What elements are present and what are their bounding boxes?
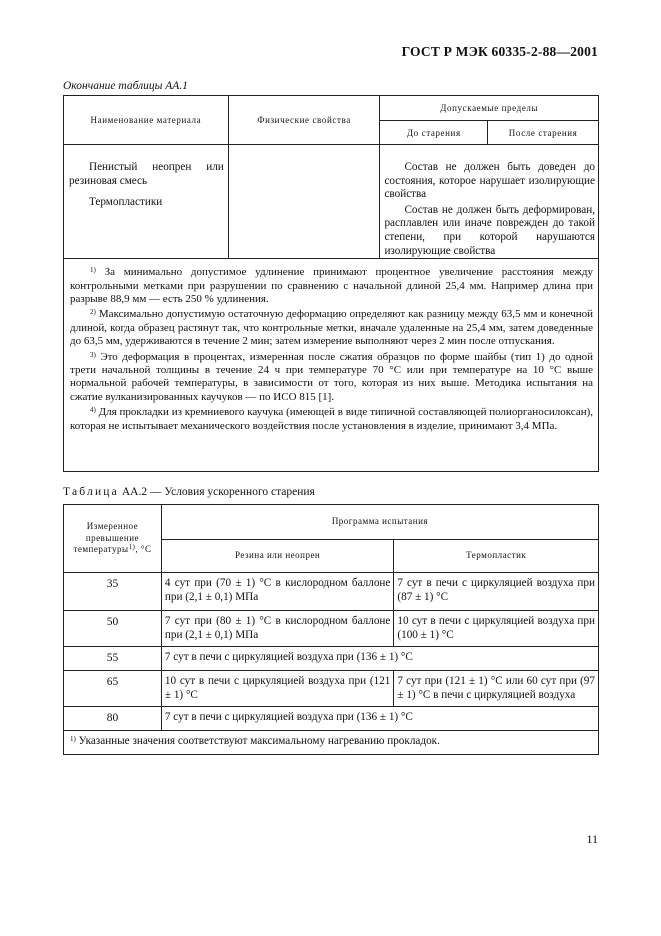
table-footnotes — [64, 259, 599, 472]
material-cell — [64, 145, 229, 259]
col-header-temperature: Измеренное превышение температуры$^{1)}$, °С — [64, 505, 162, 573]
footnote-3: $^{3)}$ Это деформация в процентах, измеренная после сжатия образцов по форме шайбы (тип 1) до одной трети начальной толщины в течение 24 ч при температуре 70 °С или при температуре на 10 °С выше нормальной рабочей температуры, в зависимости от того, которая из них выше. Методика испытания на сжатие вулканизированных каучуков — по ИСО 815 [1]. — [70, 350, 594, 403]
limit-foam-neoprene: Состав не должен быть доведен до состояния, которое нарушает изолирующие свойства — [384, 161, 595, 201]
physical-cell — [228, 145, 380, 259]
col-header-after-aging: После старения — [488, 121, 599, 145]
table-aa2 — [63, 504, 599, 755]
col-header-limits: Допускаемые пределы — [380, 96, 599, 121]
col-header-physical: Физические свойства — [228, 96, 380, 145]
limit-thermoplastics: Состав не должен быть деформирован, расплавлен или иначе поврежден до такой степени, при которой нарушаются изолирующие свойства — [384, 203, 595, 257]
col-header-rubber: Резина или неопрен — [161, 540, 394, 573]
table-row: 65 10 сут в печи с циркуляцией воздуха при (121 ± 1) °С 7 сут при (121 ± 1) °С или 60 сут при (97 ± 1) °С в печи с циркуляцией воздуха — [64, 671, 599, 707]
col-header-before-aging: До старения — [380, 121, 488, 145]
col-header-material: Наименование материала — [64, 96, 229, 145]
limits-cell — [380, 145, 599, 259]
continuation-caption: Окончание таблицы АА.1 — [63, 80, 188, 92]
table-aa2-footnote: $^{1)}$ Указанные значения соответствуют максимальному нагреванию прокладок. — [64, 731, 599, 755]
footnote-4: $^{4)}$ Для прокладки из кремниевого каучука (имеющей в виде типичной составляющей полиорганосилоксан), которая не испытывает механического воздействия после установления в изделие, принимают 3,4 МПа. — [70, 406, 593, 432]
table-aa1 — [63, 95, 599, 472]
table-row: 50 7 сут при (80 ± 1) °С в кислородном баллоне при (2,1 ± 0,1) МПа 10 сут в печи с циркуляцией воздуха при (100 ± 1) °С — [64, 611, 599, 647]
footnote-1: $^{1)}$ За минимально допустимое удлинение принимают процентное увеличение расстояния между контрольными метками при разрушении по сравнению с начальной длиной 25,4 мм. Например длина при разрыве 88,9 мм — есть 250 % удлинения. — [70, 266, 594, 305]
material-foam-neoprene: Пенистый неопрен или резиновая смесь — [69, 161, 224, 187]
material-thermoplastics: Термопластики — [89, 196, 163, 209]
col-header-thermoplastic: Термопластик — [394, 540, 599, 573]
table-row: 80 7 сут в печи с циркуляцией воздуха при (136 ± 1) °С — [64, 707, 599, 731]
col-header-program: Программа испытания — [161, 505, 598, 540]
table-aa2-caption: Таблица АА.2 — Условия ускоренного старения — [63, 486, 315, 498]
footnote-2: $^{2)}$ Максимально допустимую остаточную деформацию определяют как разницу между 63,5 мм и конечной длиной, когда образец растянут так, что контрольные метки, вначале удаленные на 25,4 мм, затем доведенные до 63,5 мм, удерживаются в течение 2 мин; затем измерение выполняют через 2 мин после отпускания. — [70, 308, 594, 348]
document-code: ГОСТ Р МЭК 60335-2-88—2001 — [401, 44, 598, 59]
table-row: 55 7 сут в печи с циркуляцией воздуха при (136 ± 1) °С — [64, 647, 599, 671]
page-number: 11 — [586, 832, 598, 846]
table-row: 35 4 сут при (70 ± 1) °С в кислородном баллоне при (2,1 ± 0,1) МПа 7 сут в печи с циркуляцией воздуха при (87 ± 1) °С — [64, 573, 599, 611]
